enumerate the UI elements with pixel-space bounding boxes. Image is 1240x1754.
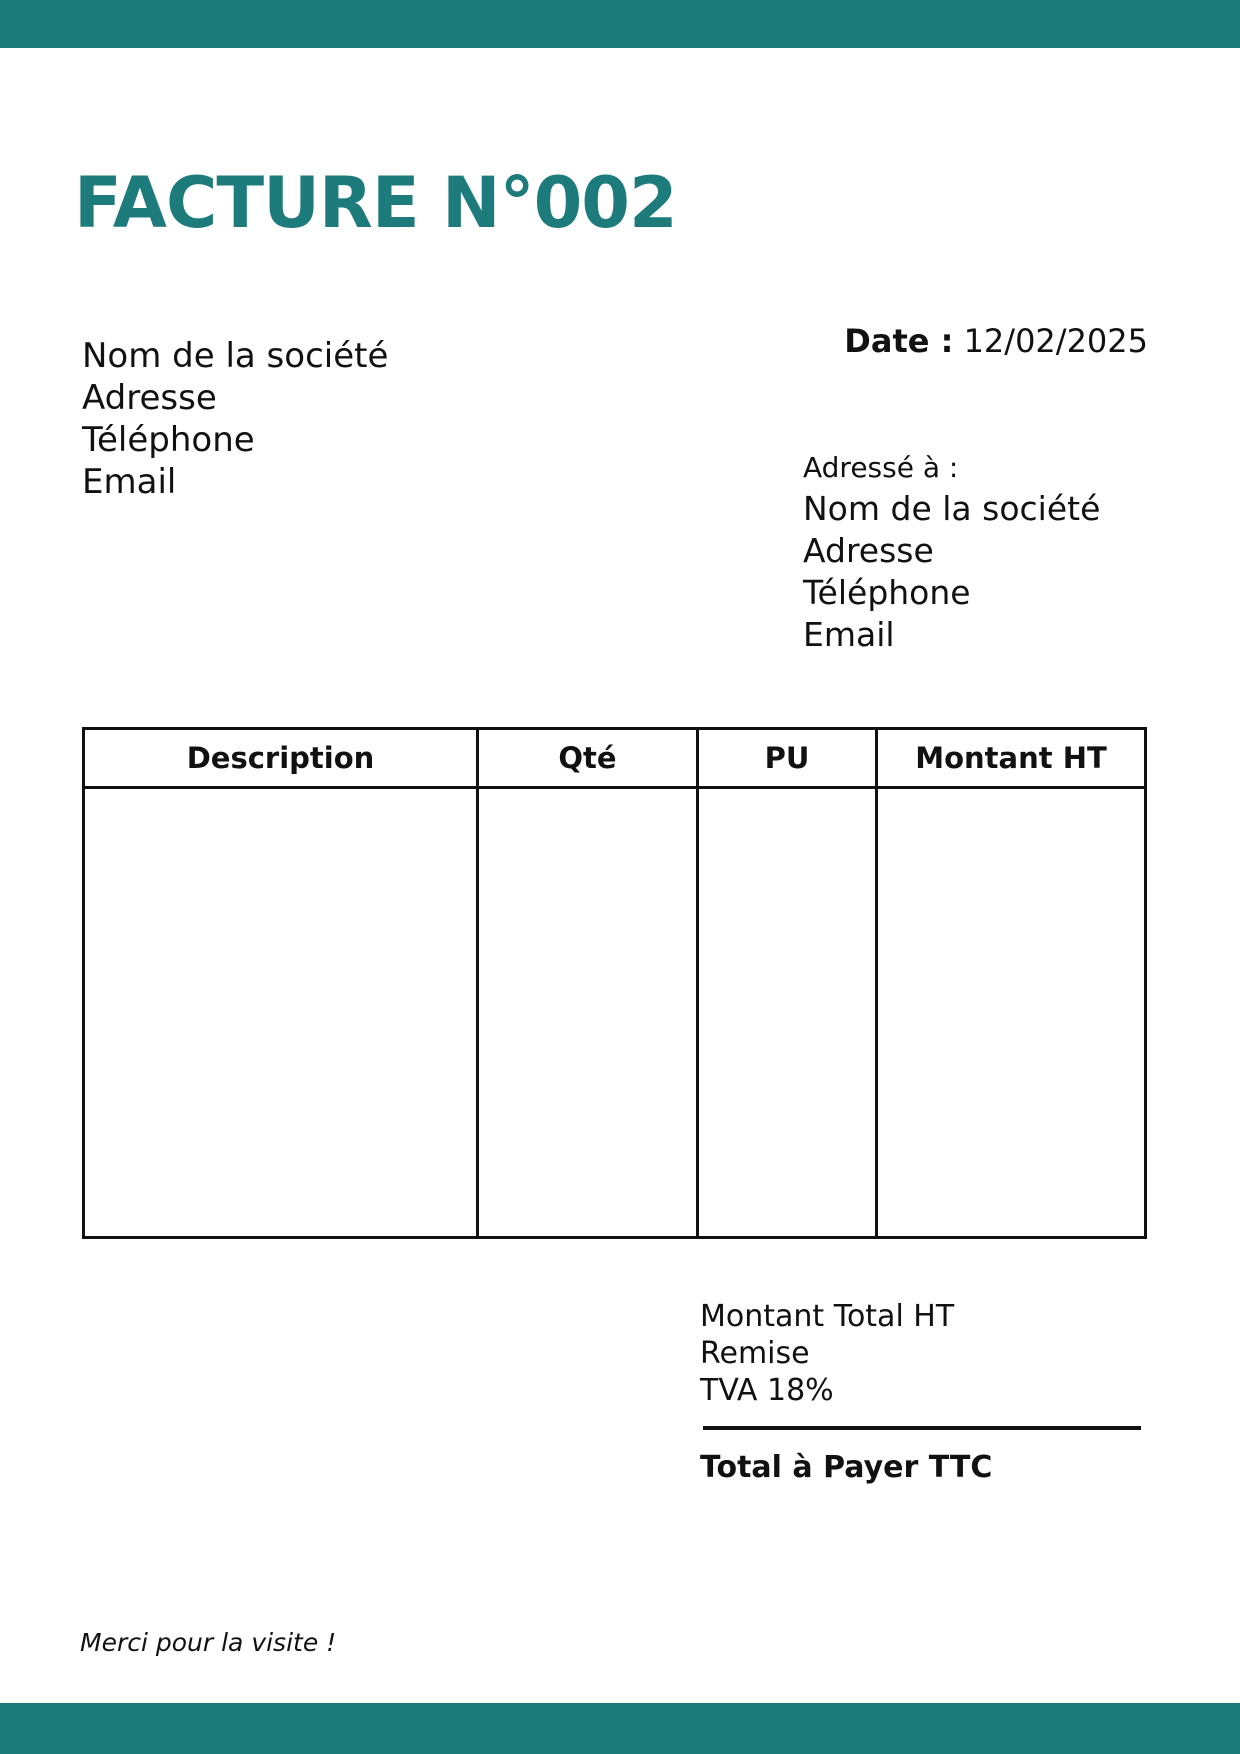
amount-cell — [877, 788, 1146, 1238]
date-label: Date : — [844, 322, 954, 360]
vat-label: TVA 18% — [700, 1373, 834, 1408]
date-value: 12/02/2025 — [963, 322, 1148, 360]
sender-address: Adresse — [82, 378, 217, 418]
sender-company: Nom de la société — [82, 336, 389, 376]
table-header-row — [84, 729, 1146, 788]
subtotal-label: Montant Total HT — [700, 1299, 955, 1334]
description-cell — [84, 788, 478, 1238]
invoice-title: FACTURE N°002 — [74, 162, 677, 244]
table-row — [84, 788, 1146, 1238]
grand-total-label: Total à Payer TTC — [700, 1450, 993, 1485]
recipient-label: Adressé à : — [803, 451, 959, 484]
recipient-address: Adresse — [803, 531, 934, 570]
recipient-company: Nom de la société — [803, 489, 1101, 528]
thank-you-note: Merci pour la visite ! — [80, 1628, 337, 1657]
sender-block — [82, 335, 388, 503]
column-header-amount: Montant HT — [877, 729, 1146, 788]
recipient-email: Email — [803, 615, 895, 654]
invoice-date — [844, 320, 1148, 362]
quantity-cell — [478, 788, 698, 1238]
column-header-description: Description — [84, 729, 478, 788]
recipient-phone: Téléphone — [803, 573, 971, 612]
totals-divider — [703, 1426, 1141, 1430]
column-header-unit-price: PU — [698, 729, 877, 788]
totals-block — [700, 1298, 954, 1409]
line-items-table — [82, 727, 1147, 1239]
discount-label: Remise — [700, 1336, 810, 1371]
recipient-block — [803, 450, 1100, 656]
column-header-quantity: Qté — [478, 729, 698, 788]
unit-price-cell — [698, 788, 877, 1238]
sender-email: Email — [82, 462, 177, 502]
bottom-accent-band — [0, 1703, 1240, 1754]
top-accent-band — [0, 0, 1240, 48]
sender-phone: Téléphone — [82, 420, 255, 460]
